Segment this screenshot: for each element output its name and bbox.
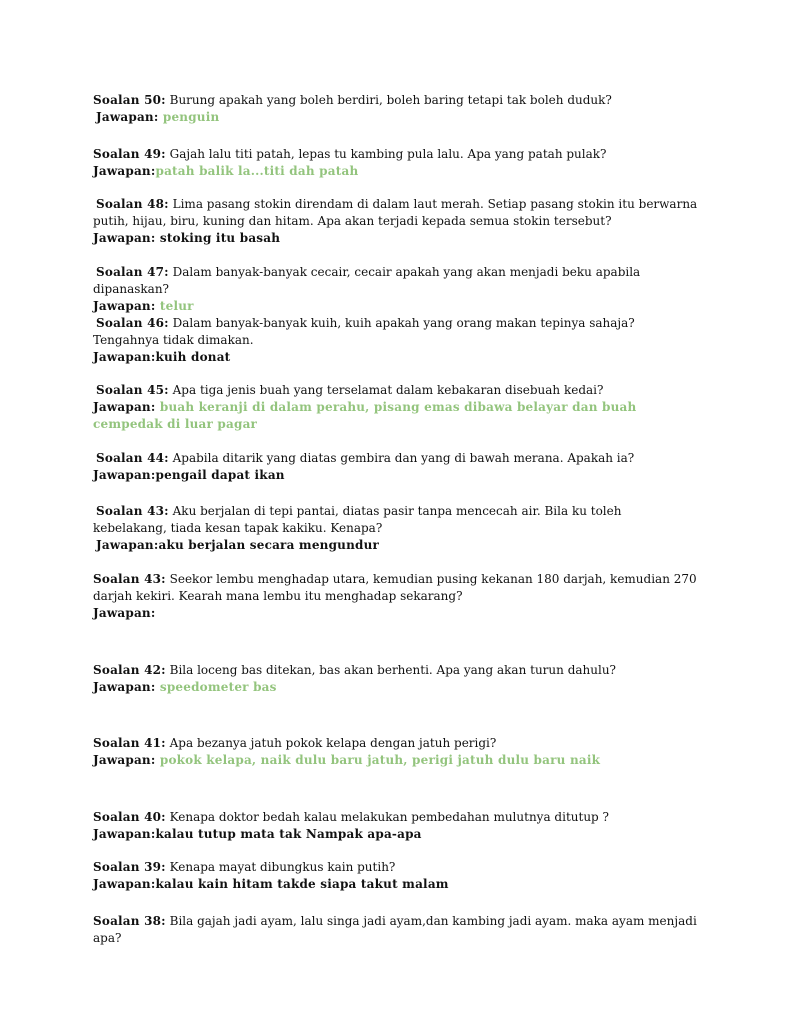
answer-text: pengail dapat ikan [155,468,285,482]
question-text: Aku berjalan di tepi pantai, diatas pasir tanpa mencecah air. Bila ku toleh kebelakang, tiada kesan tapak kakiku. Kenapa? [93,504,622,535]
question-text: Bila gajah jadi ayam, lalu singa jadi ayam,dan kambing jadi ayam. maka ayam menjadi apa? [93,914,697,945]
qa-item-46 [93,315,698,366]
answer-text: telur [155,299,194,313]
question-text: Seekor lembu menghadap utara, kemudian pusing kekanan 180 darjah, kemudian 270 darjah kekiri. Kearah mana lembu itu menghadap sekarang? [93,572,697,603]
question-label: Soalan 43: [96,504,169,518]
qa-item-49 [93,146,698,180]
question [93,913,698,947]
answer [93,349,698,366]
answer-label: Jawapan: [93,827,156,841]
answer-label: Jawapan: [93,877,156,891]
answer-label: Jawapan: [93,350,156,364]
question [93,450,698,467]
answer-text: kalau kain hitam takde siapa takut malam [155,877,449,891]
question-text: Bila loceng bas ditekan, bas akan berhenti. Apa yang akan turun dahulu? [165,663,616,677]
question-text: Dalam banyak-banyak cecair, cecair apakah yang akan menjadi beku apabila dipanaskan? [93,265,641,296]
qa-item-44 [93,450,698,484]
qa-item-39 [93,859,698,893]
answer-label: Jawapan: [93,468,156,482]
qa-item-38 [93,913,698,947]
question-label: Soalan 50: [93,93,166,107]
question [93,382,698,399]
question-label: Soalan 39: [93,860,166,874]
question-text: Lima pasang stokin direndam di dalam laut merah. Setiap pasang stokin itu berwarna putih, hijau, biru, kuning dan hitam. Apa akan terjadi kepada semua stokin tersebut? [93,197,698,228]
question-label: Soalan 45: [96,383,169,397]
question-text: Dalam banyak-banyak kuih, kuih apakah yang orang makan tepinya sahaja? Tengahnya tidak dimakan. [93,316,635,347]
answer [93,537,698,554]
answer [93,467,698,484]
answer-text: buah keranji di dalam perahu, pisang emas dibawa belayar dan buah cempedak di luar pagar [93,400,637,431]
qa-item-43b [93,571,698,622]
qa-item-42 [93,662,698,696]
answer [93,679,698,696]
question [93,735,698,752]
qa-item-45 [93,382,698,433]
qa-item-40 [93,809,698,843]
question-label: Soalan 41: [93,736,166,750]
question-label: Soalan 43: [93,572,166,586]
answer-text: kalau tutup mata tak Nampak apa-apa [155,827,422,841]
answer [93,399,698,433]
question-label: Soalan 40: [93,810,166,824]
answer-label: Jawapan: [93,299,156,313]
question [93,146,698,163]
answer-label: Jawapan: [93,231,156,245]
question-text: Gajah lalu titi patah, lepas tu kambing pula lalu. Apa yang patah pulak? [165,147,607,161]
answer-text: patah balik la...titi dah patah [155,164,359,178]
answer [93,298,698,315]
answer-text: aku berjalan secara mengundur [158,538,380,552]
question [93,315,698,349]
question-label: Soalan 42: [93,663,166,677]
qa-item-47 [93,264,698,315]
question-label: Soalan 49: [93,147,166,161]
answer-label: Jawapan: [93,753,156,767]
answer-label: Jawapan: [93,606,156,620]
answer [93,876,698,893]
question [93,662,698,679]
answer-text: pokok kelapa, naik dulu baru jatuh, perigi jatuh dulu baru naik [155,753,601,767]
question-label: Soalan 44: [96,451,169,465]
question-label: Soalan 47: [96,265,169,279]
qa-item-43a [93,503,698,554]
answer-label: Jawapan: [93,680,156,694]
question-label: Soalan 38: [93,914,166,928]
answer-text: kuih donat [155,350,231,364]
question [93,571,698,605]
qa-item-41 [93,735,698,769]
answer-label: Jawapan: [96,110,159,124]
question [93,859,698,876]
answer [93,230,698,247]
answer-text: stoking itu basah [155,231,281,245]
question-text: Kenapa doktor bedah kalau melakukan pembedahan mulutnya ditutup ? [165,810,609,824]
question [93,92,698,109]
question [93,264,698,298]
answer [93,826,698,843]
question [93,503,698,537]
question-label: Soalan 46: [96,316,169,330]
answer-label: Jawapan: [96,538,159,552]
question-text: Apa bezanya jatuh pokok kelapa dengan jatuh perigi? [165,736,497,750]
answer [93,605,698,622]
answer [93,109,698,126]
answer [93,752,698,769]
answer-text: penguin [158,110,220,124]
qa-item-50 [93,92,698,126]
question-text: Burung apakah yang boleh berdiri, boleh baring tetapi tak boleh duduk? [165,93,612,107]
answer [93,163,698,180]
answer-label: Jawapan: [93,164,156,178]
question-text: Apabila ditarik yang diatas gembira dan yang di bawah merana. Apakah ia? [168,451,635,465]
question-text: Apa tiga jenis buah yang terselamat dalam kebakaran disebuah kedai? [168,383,604,397]
question [93,809,698,826]
answer-label: Jawapan: [93,400,156,414]
question-text: Kenapa mayat dibungkus kain putih? [165,860,396,874]
qa-item-48 [93,196,698,247]
question-label: Soalan 48: [96,197,169,211]
answer-text: speedometer bas [155,680,277,694]
question [93,196,698,230]
